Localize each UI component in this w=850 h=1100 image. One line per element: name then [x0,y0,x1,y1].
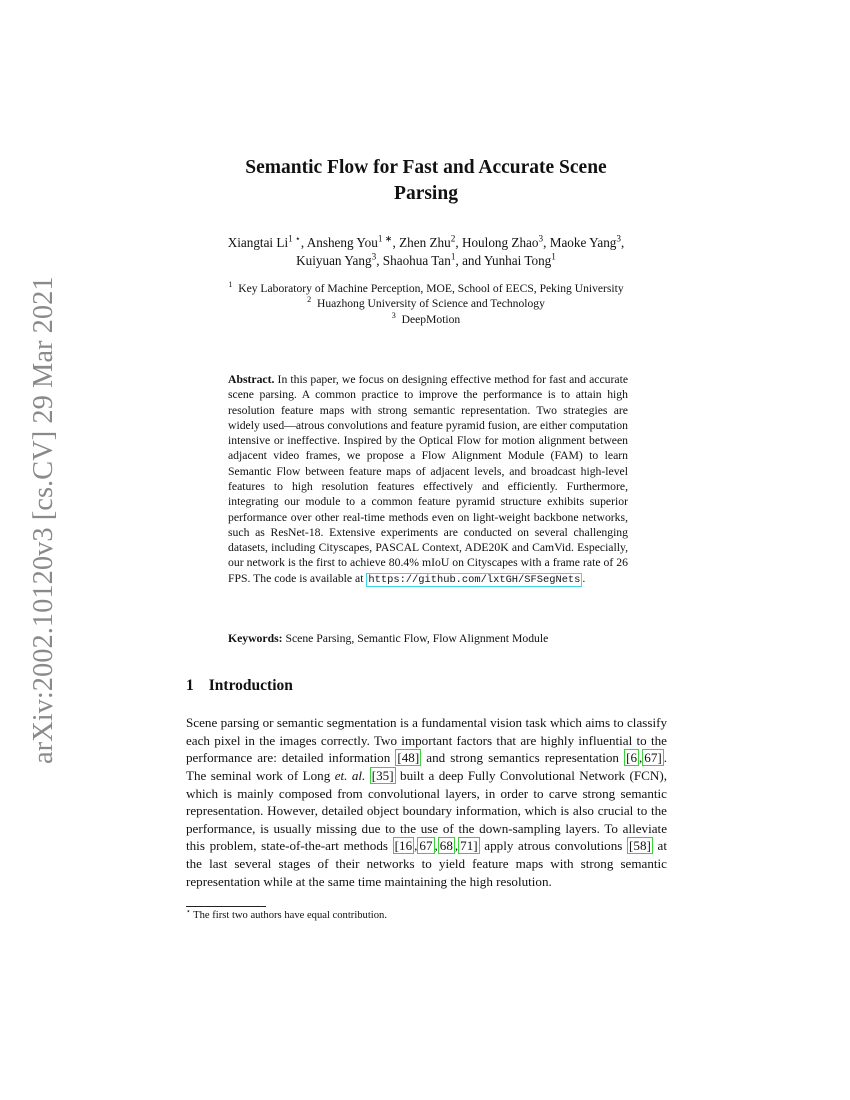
citation-link[interactable]: [16 [394,838,413,854]
footnote [186,906,666,922]
author-affil-mark: 1 [551,251,556,262]
intro-paragraph: Scene parsing or semantic segmentation is a fundamental vision task which aims to classify each pixel in the images correctly. Two important factors that are highly influential to the performance are: detailed information [48] and strong semantics representation [6 , 67] . The seminal work of Long et. al. [35] built a deep Fully Convolutional Network (FCN), which is mainly composed from convolutional layers, in order to carve strong semantic representation. However, detailed object boundary information, which is also crucial to the performance, is usually missing due to the use of the down-sampling layers. To alleviate this problem, state-of-the-art methods [16 , 67 , 68 , 71] apply atrous convolutions [58] at the last several stages of their networks to yield feature maps with strong semantic representation while at the same time maintaining the high resolution. [186,715,668,889]
author-affil-mark: 3 [538,233,544,244]
author-affil-mark: 1 [450,251,456,262]
paper-title [186,155,666,207]
author-affil-mark: 1 ⋆ [288,233,301,244]
keywords-label: Keywords: [228,632,283,645]
affiliation-text: Key Laboratory of Machine Perception, MOE, School of EECS, Peking University [238,282,624,295]
intro-text: apply atrous convolutions [484,838,623,854]
section-title: Introduction [208,677,293,694]
affiliation-mark: 2 [307,295,312,305]
citation-link[interactable]: [58] [629,838,651,854]
citation-link[interactable]: [6 [626,750,637,766]
author-name: Yunhai Tong [483,253,552,268]
author-name: Maoke Yang [549,235,617,250]
citation-link[interactable]: 71] [460,838,478,854]
affiliation-list [186,281,666,327]
section-heading [186,677,293,695]
author-name: Xiangtai Li [227,235,289,250]
keywords [228,631,648,646]
citation-link[interactable]: 67] [644,750,662,766]
affiliation-text: DeepMotion [401,312,461,326]
author-conjunction: and [462,253,482,268]
footnote-text: The first two authors have equal contribution. [193,910,387,921]
citation-link[interactable]: 67 [419,838,433,854]
affiliation-item [186,312,666,327]
author-name: Kuiyuan Yang [296,253,372,268]
affiliation-item [186,296,666,311]
intro-text: . The seminal work of Long [186,750,668,783]
footnote-mark: ⋆ [186,906,191,916]
author-name: Ansheng You [306,235,378,250]
author-affil-mark: 1 ∗ [377,233,393,244]
keywords-text: Scene Parsing, Semantic Flow, Flow Alignment Module [285,632,549,645]
author-affil-mark: 2 [450,233,456,244]
title-line-1: Semantic Flow for Fast and Accurate Scene [245,157,607,178]
abstract [228,372,628,588]
arxiv-stamp: arXiv:2002.10120v3 [cs.CV] 29 Mar 2021 [28,276,59,764]
abstract-end: . [582,571,586,585]
intro-text: at the last several stages of their networks to yield feature maps with strong semantic representation while at the same time maintaining the high resolution. [186,838,667,889]
intro-text: and strong semantics representation [426,750,619,766]
footnote-rule [186,906,266,907]
affiliation-mark: 3 [391,310,396,320]
author-affil-mark: 3 [616,233,622,244]
affiliation-mark: 1 [228,280,233,290]
citation-link[interactable]: 68 [439,838,453,854]
abstract-label: Abstract. [228,373,275,386]
author-name: Houlong Zhao [461,235,539,250]
author-name: Shaohua Tan [382,253,451,268]
abstract-body: In this paper, we focus on designing effective method for fast and accurate scene parsing. A common practice to improve the performance is to attain high resolution feature maps with strong semantic representation. Two strategies are widely used—atrous convolutions and feature pyramid fusion, are either computation intensive or ineffective. Inspired by the Optical Flow for motion alignment between adjacent video frames, we propose a Flow Alignment Module (FAM) to learn Semantic Flow between feature maps of adjacent levels, and broadcast high-level features to high resolution features effectively and efficiently. Furthermore, integrating our module to a common feature pyramid structure exhibits superior performance over other real-time methods even on light-weight backbone networks, such as ResNet-18. Extensive experiments are conducted on several challenging datasets, including Cityscapes, PASCAL Context, ADE20K and CamVid. Especially, our network is the first to achieve 80.4% mIoU on Cityscapes with a frame rate of 26 FPS. The code is available at [228,373,629,585]
code-link[interactable]: https://github.com/lxtGH/SFSegNets [368,573,581,586]
title-line-2: Parsing [394,183,458,204]
author-name: Zhen Zhu [399,235,451,250]
intro-italic: et. al. [334,767,366,783]
author-affil-mark: 3 [371,251,377,262]
affiliation-text: Huazhong University of Science and Technology [316,297,545,311]
author-list: Xiangtai $Li^{1 ⋆}$, Ansheng You$^{1 ∗}$, Zhen Zhu$^2$, Houlong Zhao$^3$, Maoke Yang$^3$, Kuiyuan Yang$^3$, Shaohua Tan$^1$, and Yunhai Tong$^1$ [227,233,625,268]
intro-text: built a deep Fully Convolutional Network (FCN), which is mainly composed from convolutional layers, in order to carve strong semantic representation. However, detailed object boundary information, which is also crucial to the performance, is usually missing due to the use of the down-sampling layers. To alleviate this problem, state-of-the-art methods [186,767,667,854]
intro-text: Scene parsing or semantic segmentation is a fundamental vision task which aims to classify each pixel in the images correctly. Two important factors that are highly influential to the performance are: detailed information [186,715,667,766]
section-number: 1 [186,677,194,694]
citation-link[interactable]: [48] [397,750,420,766]
affiliation-item [186,281,666,296]
citation-link[interactable]: [35] [371,767,394,783]
